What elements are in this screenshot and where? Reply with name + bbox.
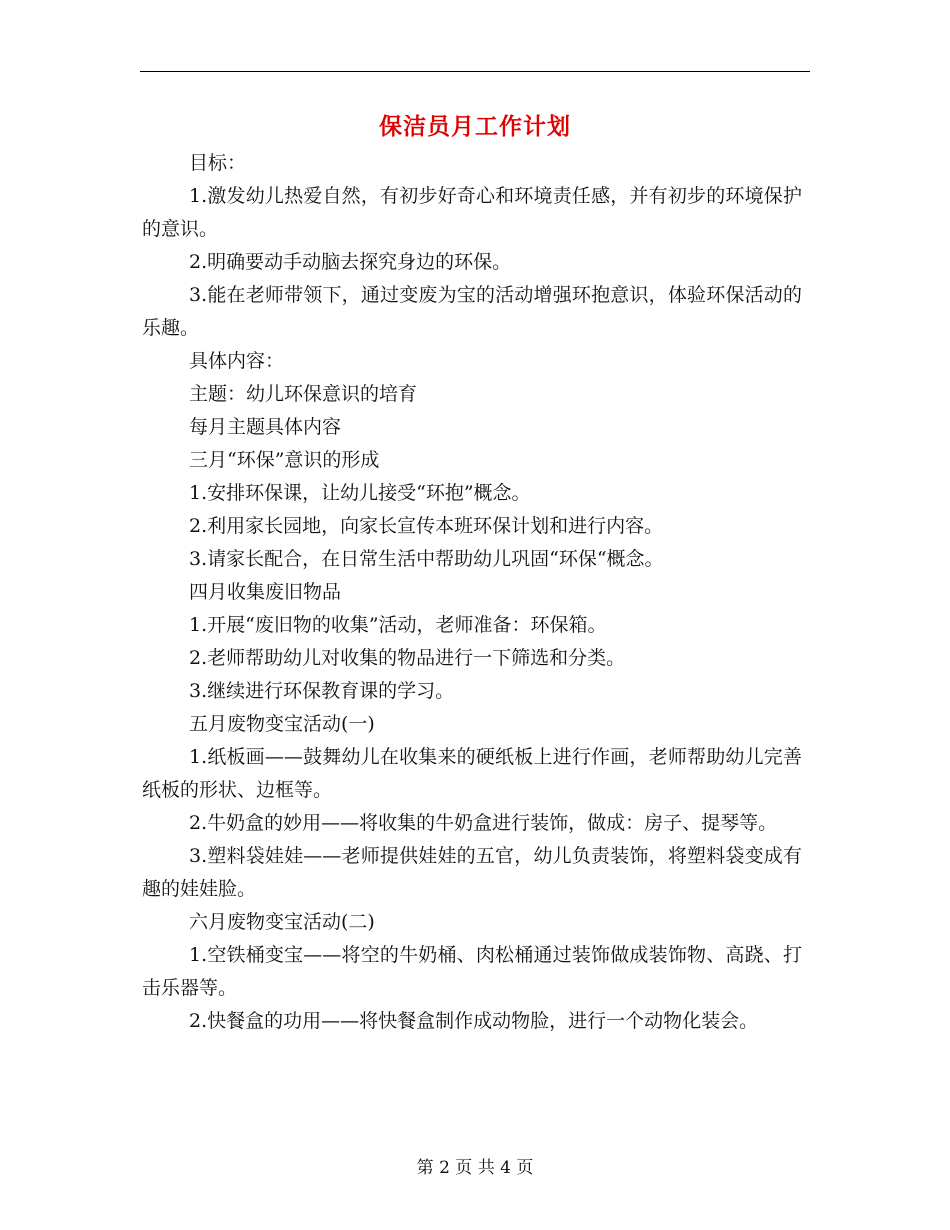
paragraph: 3.能在老师带领下，通过变废为宝的活动增强环抱意识，体验环保活动的乐趣。 [142,284,802,339]
header-rule [140,71,810,72]
paragraph: 2.快餐盒的功用——将快餐盒制作成动物脸，进行一个动物化装会。 [189,1010,759,1032]
paragraph: 四月收集废旧物品 [189,581,342,603]
paragraph: 1.空铁桶变宝——将空的牛奶桶、肉松桶通过装饰做成装饰物、高跷、打击乐器等。 [142,944,802,999]
paragraph: 2.牛奶盒的妙用——将收集的牛奶盒进行装饰，做成：房子、提琴等。 [189,812,778,834]
paragraph: 六月废物变宝活动(二) [189,911,375,933]
document-title: 保洁员月工作计划 [379,113,571,140]
document-body [142,147,802,1038]
paragraph: 主题：幼儿环保意识的培育 [189,383,418,405]
paragraph: 1.纸板画——鼓舞幼儿在收集来的硬纸板上进行作画，老师帮助幼儿完善纸板的形状、边框等。 [142,746,802,801]
paragraph: 3.继续进行环保教育课的学习。 [189,680,455,702]
paragraph: 具体内容： [189,350,285,372]
paragraph: 1.激发幼儿热爱自然，有初步好奇心和环境责任感，并有初步的环境保护的意识。 [142,185,802,240]
paragraph: 3.塑料袋娃娃——老师提供娃娃的五官，幼儿负责装饰，将塑料袋变成有趣的娃娃脸。 [142,845,802,900]
paragraph: 1.安排环保课，让幼儿接受“环抱”概念。 [189,482,531,504]
paragraph: 三月“环保”意识的形成 [189,449,380,471]
paragraph: 目标： [189,152,247,174]
paragraph: 2.明确要动手动脑去探究身边的环保。 [189,251,512,273]
paragraph: 每月主题具体内容 [189,416,342,438]
paragraph: 3.请家长配合，在日常生活中帮助幼儿巩固“环保“概念。 [189,548,664,570]
paragraph: 2.利用家长园地，向家长宣传本班环保计划和进行内容。 [189,515,664,537]
paragraph: 2.老师帮助幼儿对收集的物品进行一下筛选和分类。 [189,647,626,669]
paragraph: 五月废物变宝活动(一) [189,713,375,735]
page-footer: 第 2 页 共 4 页 [416,1158,534,1178]
paragraph: 1.开展“废旧物的收集”活动，老师准备：环保箱。 [189,614,607,636]
